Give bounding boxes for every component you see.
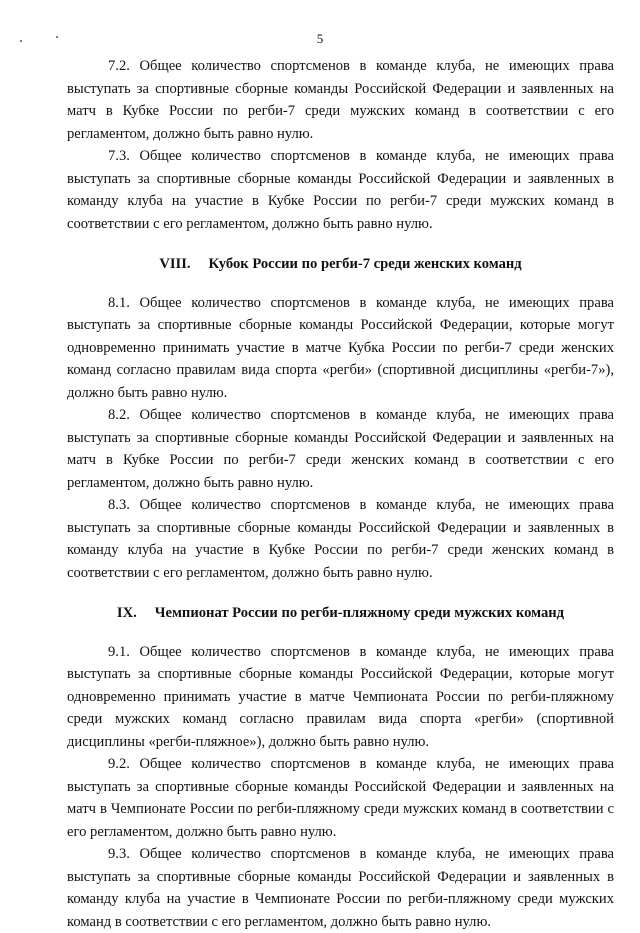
paragraph-8-2: 8.2. Общее количество спортсменов в команде клуба, не имеющих права выступать за спортивные сборные команды Российской Федерации и заявленных на матч в Кубке России по регби-7 среди женских команд в соответствии с его регламентом, должно быть равно нулю.: [67, 407, 614, 491]
paragraph-9-1: 9.1. Общее количество спортсменов в команде клуба, не имеющих права выступать за спортивные сборные команды Российской Федерации, которые могут одновременно принимать участие в матче Чемпионата России по регби-пляжному среди мужских команд согласно правилам вида спорта «регби» (спортивной дисциплины «регби-пляжное»), должно быть равно нулю.: [67, 643, 614, 750]
paragraph-8-1: 8.1. Общее количество спортсменов в команде клуба, не имеющих права выступать за спортивные сборные команды Российской Федерации, которые могут одновременно принимать участие в матче Кубка России по регби-7 среди женских команд согласно правилам вида спорта «регби» (спортивной дисциплины «регби-7»), должно быть равно нулю.: [67, 294, 614, 401]
paragraph-9-2: 9.2. Общее количество спортсменов в команде клуба, не имеющих права выступать за спортивные сборные команды Российской Федерации и заявленных на матч в Чемпионате России по регби-пляжному среди мужских команд в соответствии с его регламентом, должно быть равно нулю.: [67, 756, 614, 840]
paragraph-9-3: 9.3. Общее количество спортсменов в команде клуба, не имеющих права выступать за спортивные сборные команды Российской Федерации и заявленных в команду клуба на участие в Чемпионате России по регби-пляжному среди мужских команд в соответствии с его регламентом, должно быть равно нулю.: [67, 846, 614, 930]
page-number: 5: [316, 31, 324, 46]
section-title: Чемпионат России по регби-пляжному среди мужских команд: [154, 605, 565, 621]
section-title: Кубок России по регби-7 среди женских команд: [208, 256, 522, 272]
paragraph-7-3: 7.3. Общее количество спортсменов в команде клуба, не имеющих права выступать за спортивные сборные команды Российской Федерации и заявленных в команду клуба на участие в Кубке России по регби-7 среди мужских команд в соответствии с его регламентом, должно быть равно нулю.: [67, 148, 614, 232]
section-number: VIII.: [159, 256, 191, 272]
section-heading-viii: [67, 253, 614, 276]
section-number: IX.: [116, 605, 137, 621]
paragraph-7-2: 7.2. Общее количество спортсменов в команде клуба, не имеющих права выступать за спортивные сборные команды Российской Федерации и заявленных на матч в Кубке России по регби-7 среди мужских команд в соответствии с его регламентом, должно быть равно нулю.: [67, 58, 614, 142]
section-heading-ix: [67, 602, 614, 625]
document-body: [67, 55, 614, 933]
paragraph-8-3: 8.3. Общее количество спортсменов в команде клуба, не имеющих права выступать за спортивные сборные команды Российской Федерации и заявленных в команду клуба на участие в Кубке России по регби-7 среди женских команд в соответствии с его регламентом, должно быть равно нулю.: [67, 497, 614, 581]
